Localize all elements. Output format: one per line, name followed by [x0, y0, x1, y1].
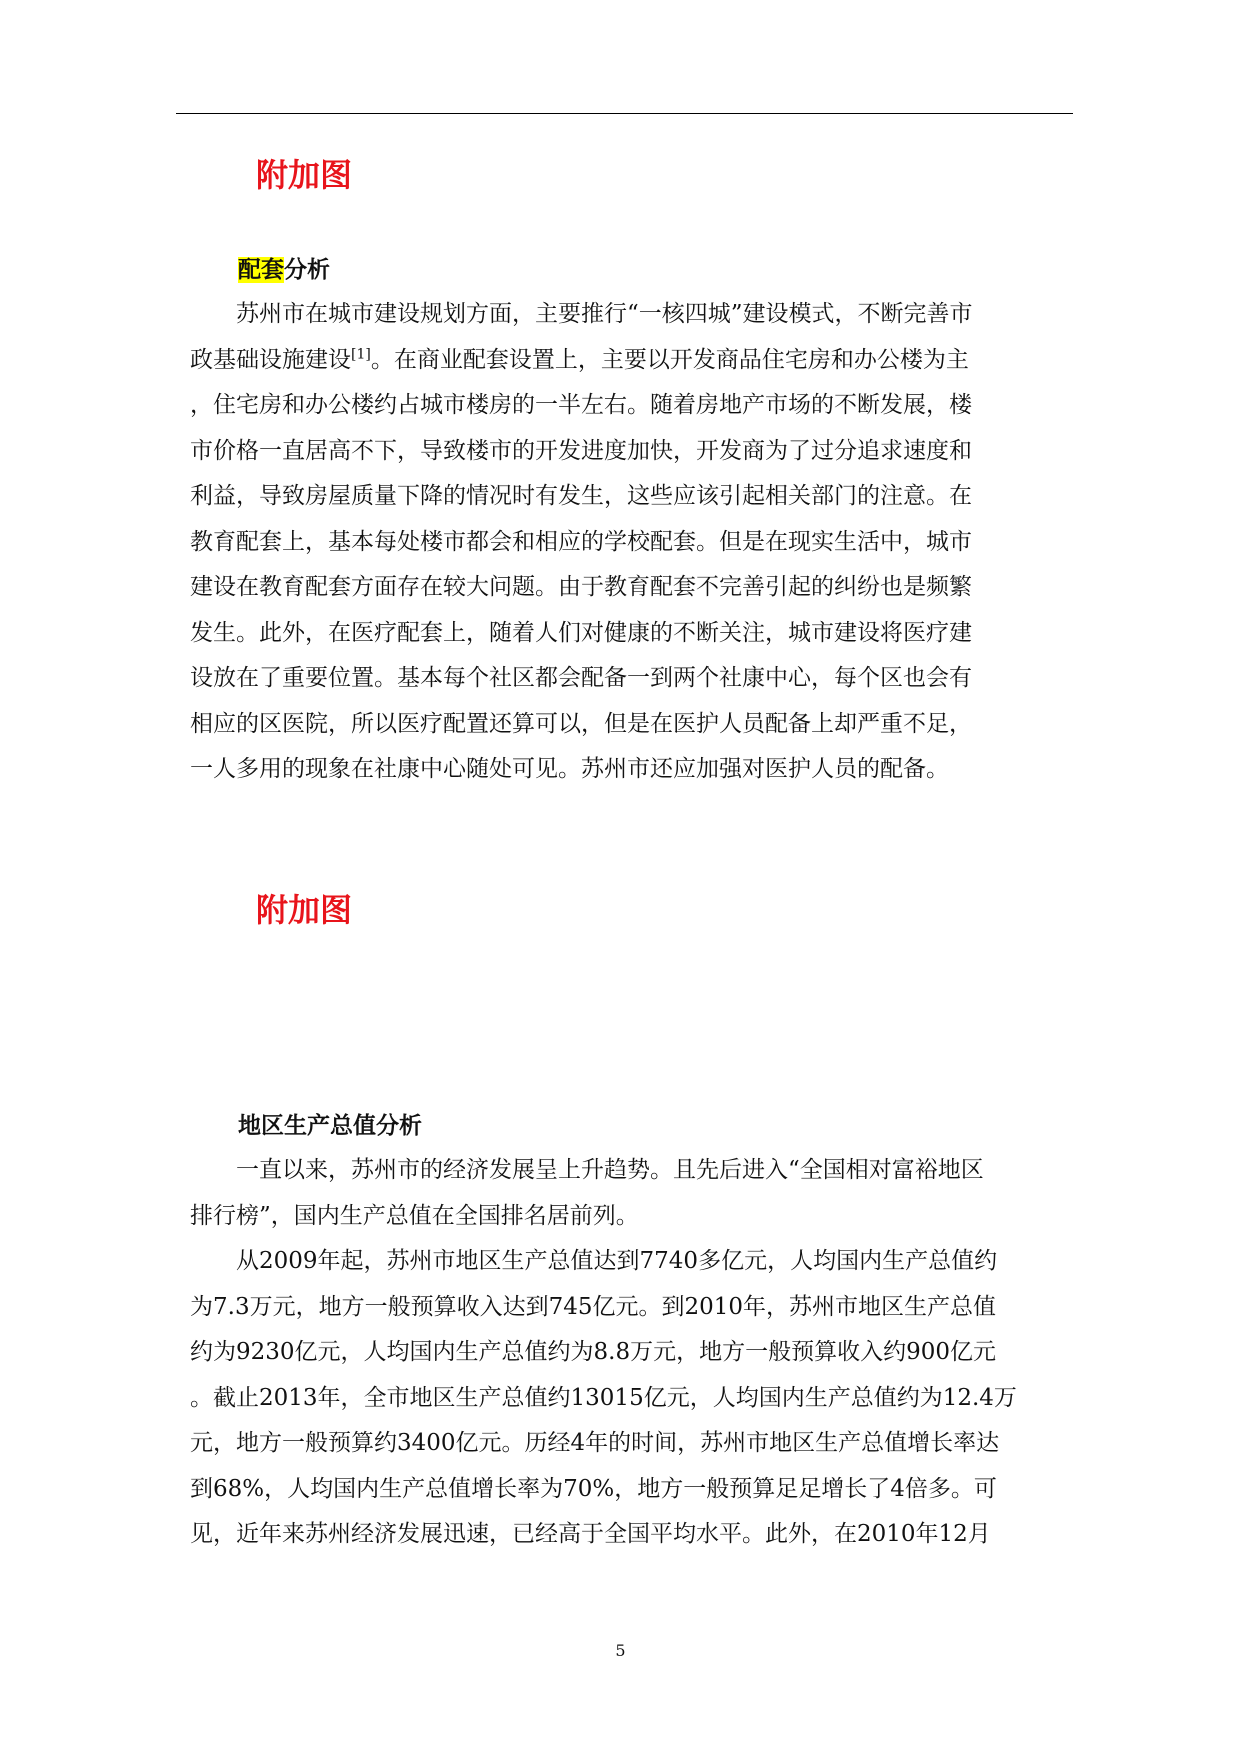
highlighted-text: 配套 [238, 257, 284, 283]
text-line: 设放在了重要位置。基本每个社区都会配备一到两个社康中心，每个区也会有 [190, 665, 972, 691]
text-line: 见，近年来苏州经济发展迅速，已经高于全国平均水平。此外，在2010年12月 [190, 1521, 991, 1547]
text-line: 到68%，人均国内生产总值增长率为70%，地方一般预算足足增长了4倍多。可 [190, 1475, 997, 1502]
text-line: 一直以来，苏州市的经济发展呈上升趋势。且先后进入“全国相对富裕地区 [190, 1157, 984, 1183]
text-line: 发生。此外，在医疗配套上，随着人们对健康的不断关注，城市建设将医疗建 [190, 619, 972, 646]
paragraph-gdp-figures [190, 1239, 1060, 1558]
text-line: 约为9230亿元，人均国内生产总值约为8.8万元，地方一般预算收入约900亿元 [190, 1339, 997, 1365]
header-rule [176, 113, 1073, 114]
text-line: 元，地方一般预算约3400亿元。历经4年的时间，苏州市地区生产总值增长率达 [190, 1430, 1000, 1456]
text-line: 一人多用的现象在社康中心随处可见。苏州市还应加强对医护人员的配备。 [190, 756, 949, 782]
page-number: 5 [615, 1641, 626, 1660]
text-line: 教育配套上，基本每处楼市都会和相应的学校配套。但是在现实生活中，城市 [190, 528, 972, 555]
section-heading-gdp: 地区生产总值分析 [238, 1113, 422, 1139]
paragraph-gdp-intro [190, 1148, 1060, 1239]
text-line: 市价格一直居高不下，导致楼市的开发进度加快，开发商为了过分追求速度和 [190, 437, 972, 464]
heading-text: 分析 [284, 257, 330, 283]
text-line: 。截止2013年，全市地区生产总值约13015亿元，人均国内生产总值约为12.4万 [190, 1384, 1017, 1411]
text-line: ，住宅房和办公楼约占城市楼房的一半左右。随着房地产市场的不断发展，楼 [190, 392, 972, 418]
text-line: 排行榜”，国内生产总值在全国排名居前列。 [190, 1202, 639, 1229]
text-line: 从2009年起，苏州市地区生产总值达到7740多亿元，人均国内生产总值约 [190, 1248, 998, 1274]
text-line: 为7.3万元，地方一般预算收入达到745亿元。到2010年，苏州市地区生产总值 [190, 1293, 997, 1320]
text-line: 建设在教育配套方面存在较大问题。由于教育配套不完善引起的纠纷也是频繁 [190, 574, 972, 600]
text-line: 政基础设施建设[1]。在商业配套设置上，主要以开发商品住宅房和办公楼为主 [190, 345, 969, 373]
section-heading-supporting-facilities [238, 255, 330, 285]
figure-title-1: 附加图 [256, 156, 353, 194]
paragraph-supporting-facilities [190, 292, 1060, 793]
text-line: 苏州市在城市建设规划方面，主要推行“一核四城”建设模式，不断完善市 [190, 301, 973, 327]
text-line: 相应的区医院，所以医疗配置还算可以，但是在医护人员配备上却严重不足， [190, 710, 972, 737]
figure-title-2: 附加图 [256, 891, 353, 929]
citation-ref: [1] [351, 345, 371, 362]
text-line: 利益，导致房屋质量下降的情况时有发生，这些应该引起相关部门的注意。在 [190, 483, 972, 509]
